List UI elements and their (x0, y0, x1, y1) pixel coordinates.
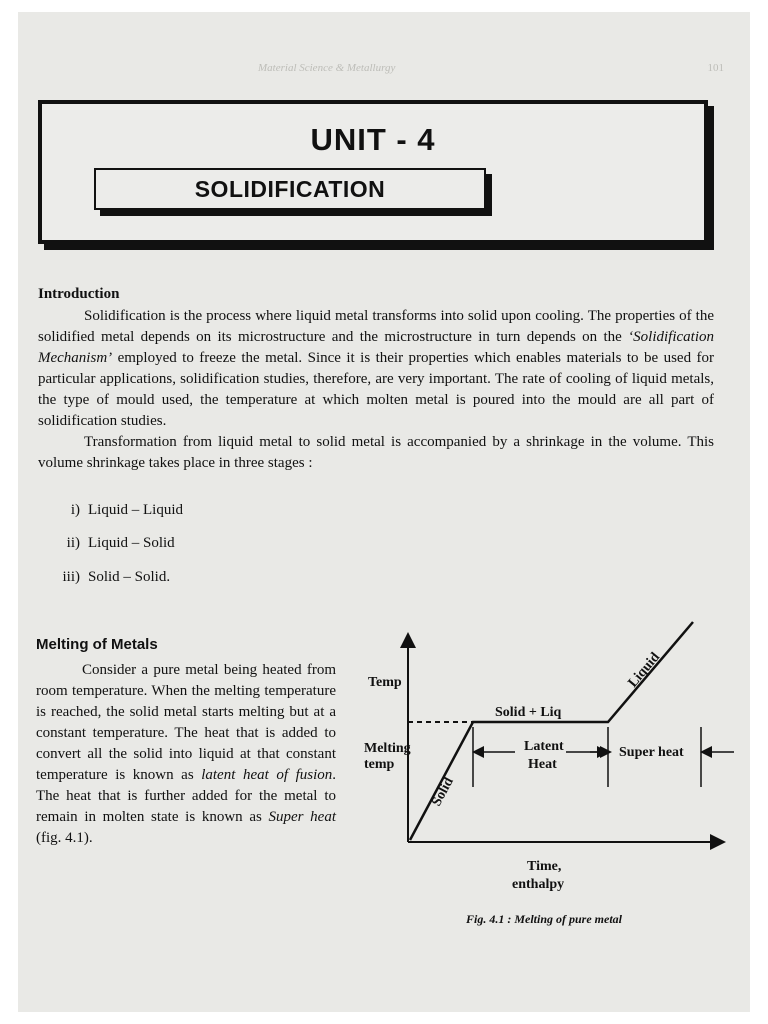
solid-liq-label: Solid + Liq (495, 705, 562, 720)
list-item (42, 535, 175, 552)
list-item-text: Liquid – Liquid (88, 502, 183, 518)
melting-temp-label-line1: Melting (364, 741, 411, 756)
unit-number: UNIT - 4 (310, 122, 436, 157)
heating-curve (410, 622, 693, 840)
latent-label-line2: Heat (528, 757, 557, 772)
intro-p2-text: Transformation from liquid metal to solid metal is accompanied by a shrinkage in the volume. This volume shrinkage takes place in three stages : (38, 434, 714, 471)
melting-text-b: . The heat that is further added for the metal to remain in molten state is known as (36, 767, 336, 825)
page-number: 101 (707, 62, 724, 74)
super-heat-label: Super heat (619, 745, 684, 760)
melting-temp-label-line2: temp (364, 757, 395, 772)
introduction-paragraph-2 (38, 432, 714, 474)
latent-label-line1: Latent (524, 739, 564, 754)
textbook-page (18, 12, 750, 1012)
x-axis-label-line1: Time, (527, 859, 562, 874)
introduction-heading: Introduction (38, 286, 120, 302)
list-item-text: Liquid – Solid (88, 535, 175, 551)
solid-label: Solid (429, 775, 457, 809)
list-item (42, 569, 170, 586)
introduction-paragraph-1 (38, 306, 714, 432)
melting-text-c: (fig. 4.1). (36, 830, 93, 846)
list-item-number: i) (70, 502, 80, 518)
melting-emphasis-latent: latent heat of fusion (201, 767, 333, 783)
intro-p1-text-b: employed to freeze the metal. Since it is their properties which enables materials to be used for particular applications, solidification studies, therefore, are very important. The rate of cooling of liquid metals, the type of mould used, the temperature at which molten metal is poured into the mould are all part of solidification studies. (38, 350, 714, 429)
figure-caption: Fig. 4.1 : Melting of pure metal (466, 912, 622, 926)
x-axis-label-line2: enthalpy (512, 877, 565, 892)
list-item-number: ii) (66, 535, 80, 551)
running-header: Material Science & Metallurgy (258, 62, 396, 74)
chapter-title: SOLIDIFICATION (194, 175, 386, 202)
melting-paragraph (36, 660, 336, 849)
melting-text-a: Consider a pure metal being heated from room temperature. When the melting temperature is reached, the solid metal starts melting but at a constant temperature. The heat that is added to convert all the solid into liquid at that constant temperature is known as (36, 662, 336, 783)
list-item-number: iii) (62, 569, 80, 585)
list-item (42, 502, 183, 519)
intro-p1-emphasis: ‘Solidification Mechanism’ (38, 329, 714, 366)
list-item-text: Solid – Solid. (88, 569, 171, 585)
y-axis-label: Temp (368, 675, 402, 690)
liquid-label: Liquid (625, 649, 664, 691)
melting-heading: Melting of Metals (36, 636, 158, 653)
unit-title-box (38, 100, 708, 244)
melting-emphasis-superheat: Super heat (268, 809, 336, 825)
chapter-title-box (94, 168, 486, 210)
intro-p1-text-a: Solidification is the process where liquid metal transforms into solid upon cooling. The properties of the solidified metal depends on its microstructure and the microstructure in turn depends on the (38, 308, 714, 345)
